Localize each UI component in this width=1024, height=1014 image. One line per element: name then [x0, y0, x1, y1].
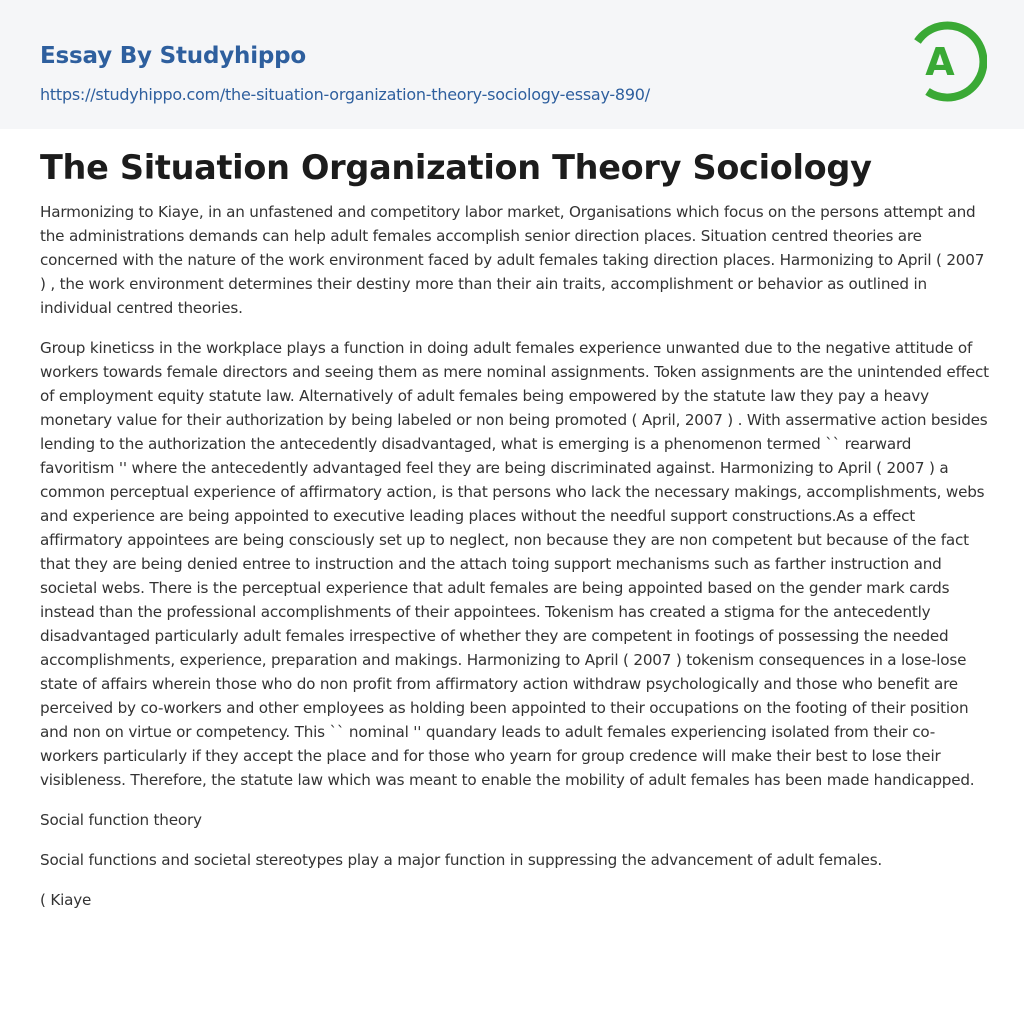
- article-url-link[interactable]: https://studyhippo.com/the-situation-organization-theory-sociology-essay-890/: [40, 85, 650, 104]
- article-title: The Situation Organization Theory Sociology: [40, 148, 872, 187]
- section-heading: Social function theory: [40, 811, 202, 829]
- logo-letter: A: [925, 40, 955, 84]
- article-paragraph: ( Kiaye: [40, 891, 92, 909]
- site-brand[interactable]: Essay By Studyhippo: [40, 43, 307, 69]
- article-paragraph: Social functions and societal stereotypes play a major function in suppressing the advancement of adult females.: [40, 851, 883, 869]
- article-paragraph: Harmonizing to Kiaye, in an unfastened and competitory labor market, Organisations which focus on the persons attempt and the administrations demands can help adult females accomplish senior direction places. Situation centred theories are concerned with the nature of the work environment faced by adult females taking direction places. Harmonizing to April ( 2007 ) , the work environment determines their destiny more than their ain traits, accomplishment or behavior as outlined in individual centred theories.: [40, 203, 985, 317]
- site-header: [0, 0, 1024, 129]
- article-paragraph: Group kineticss in the workplace plays a function in doing adult females experience unwanted due to the negative attitude of workers towards female directors and seeing them as mere nominal assignments. Token assignments are the unintended effect of employment equity statute law. Alternatively of adult females being empowered by the statute law they pay a heavy monetary value for their authorization by being labeled or non being promoted ( April, 2007 ) . With assermative action besides lending to the authorization the antecedently disadvantaged, what is emerging is a phenomenon termed `` rearward favoritism '' where the antecedently advantaged feel they are being discriminated against. Harmonizing to April ( 2007 ) a common perceptual experience of affirmatory action, is that persons who lack the necessary makings, accomplishments, webs and experience are being appointed to executive leading places without the needful support constructions.As a effect affirmatory appointees are being consciously set up to neglect, non because they are non competent but because of the fact that they are being denied entree to instruction and the attach toing support mechanisms such as farther instruction and societal webs. There is the perceptual experience that adult females are being appointed based on the gender mark cards instead than the professional accomplishments of their appointees. Tokenism has created a stigma for the antecedently disadvantaged particularly adult females irrespective of whether they are competent in footings of possessing the needed accomplishments, experience, preparation and makings. Harmonizing to April ( 2007 ) tokenism consequences in a lose-lose state of affairs wherein those who do non profit from affirmatory action withdraw psychologically and those who benefit are perceived by co-workers and other employees as holding been appointed to their occupations on the footing of their position and non on virtue or competency. This `` nominal '' quandary leads to adult females experiencing isolated from their co-workers particularly if they accept the place and for those who yearn for group credence will make their best to lose their visibleness. Therefore, the statute law which was meant to enable the mobility of adult females has been made handicapped.: [40, 339, 989, 789]
- studyhippo-logo-icon[interactable]: [911, 18, 987, 106]
- article-body: [40, 200, 990, 912]
- logo-svg: [911, 18, 987, 106]
